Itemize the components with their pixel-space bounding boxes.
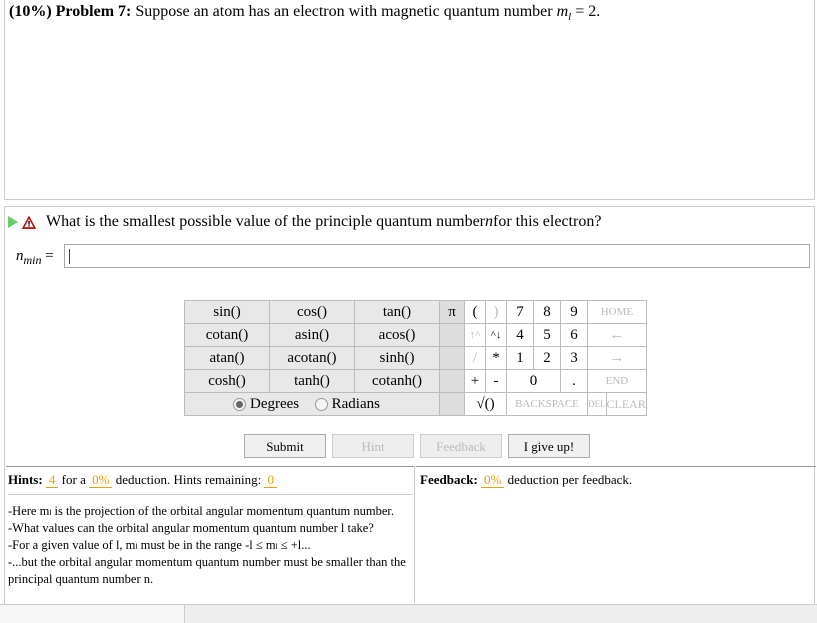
key-blank [440,370,465,393]
question-text-before: What is the smallest possible value of the principle quantum number [46,213,486,230]
key-1[interactable]: 1 [507,347,534,370]
key-clear[interactable]: CLEAR [606,393,646,416]
key-blank [440,347,465,370]
footer-left-block [0,605,185,623]
hint-item: -What values can the orbital angular momentum quantum number l take? [8,521,374,535]
key-4[interactable]: 4 [507,324,534,347]
key-open-paren[interactable]: ( [465,301,486,324]
key-tanh[interactable]: tanh() [270,370,355,393]
question-line [8,213,601,231]
problem-panel [4,0,815,200]
feedback-panel [416,466,816,487]
key-8[interactable]: 8 [534,301,561,324]
hints-remaining: 0 [264,472,277,488]
key-3[interactable]: 3 [561,347,588,370]
key-6[interactable]: 6 [561,324,588,347]
degrees-label: Degrees [250,395,300,412]
feedback-pct: 0% [481,472,504,488]
feedback-label: Feedback: [420,472,478,487]
footer-bar [0,604,817,623]
hint-item: -Here mₗ is the projection of the orbital angular momentum quantum number. [8,504,395,518]
feedback-text: deduction per feedback. [507,472,633,487]
key-star[interactable]: * [486,347,507,370]
hint-divider [8,494,412,495]
feedback-header [420,472,632,488]
give-up-button[interactable]: I give up! [508,434,590,458]
hints-deduction-pct: 0% [89,472,112,488]
key-up-arrow[interactable]: ↑^ [465,324,486,347]
key-blank [440,324,465,347]
hint-item: -...but the orbital angular momentum quantum number must be smaller than the principal quantum number n. [8,555,406,586]
key-cotanh[interactable]: cotanh() [355,370,440,393]
hints-label: Hints: [8,472,43,487]
key-right-arrow[interactable]: → [588,347,647,370]
key-end[interactable]: END [588,370,647,393]
problem-label: Problem 7: [55,3,132,20]
hints-header [8,472,277,488]
key-acos[interactable]: acos() [355,324,440,347]
hints-panel [6,466,415,603]
radians-radio[interactable] [315,398,328,411]
key-cosh[interactable]: cosh() [185,370,270,393]
hint-button[interactable]: Hint [332,434,414,458]
problem-text-after: = 2. [571,3,601,20]
key-7[interactable]: 7 [507,301,534,324]
answer-label-eq: = [41,248,54,264]
question-var-n: n [485,213,494,230]
key-plus[interactable]: + [465,370,486,393]
answer-label-var: n [16,248,24,264]
key-sqrt[interactable]: √() [465,393,507,416]
key-tan[interactable]: tan() [355,301,440,324]
submit-button[interactable]: Submit [244,434,326,458]
key-left-arrow[interactable]: ← [588,324,647,347]
feedback-button[interactable]: Feedback [420,434,502,458]
key-blank [440,393,465,416]
key-atan[interactable]: atan() [185,347,270,370]
answer-input[interactable] [64,244,810,268]
key-del[interactable]: DEL [588,393,607,416]
key-backspace[interactable]: BACKSPACE [507,393,588,416]
key-9[interactable]: 9 [561,301,588,324]
key-cos[interactable]: cos() [270,301,355,324]
key-home[interactable]: HOME [588,301,647,324]
key-slash[interactable]: / [465,347,486,370]
problem-statement [9,3,600,23]
key-sinh[interactable]: sinh() [355,347,440,370]
key-5[interactable]: 5 [534,324,561,347]
key-close-paren[interactable]: ) [486,301,507,324]
hints-for-a: for a [61,472,86,487]
hint-list [8,503,408,588]
play-icon[interactable] [8,216,18,228]
key-2[interactable]: 2 [534,347,561,370]
key-dot[interactable]: . [561,370,588,393]
text-caret [69,249,70,264]
problem-text-before: Suppose an atom has an electron with magnetic quantum number [131,3,557,20]
key-0[interactable]: 0 [507,370,561,393]
answer-label [16,248,54,268]
key-hat[interactable]: ^↓ [486,324,507,347]
hints-deduction-text: deduction. Hints remaining: [115,472,262,487]
key-asin[interactable]: asin() [270,324,355,347]
calculator-keypad [184,300,647,416]
key-sin[interactable]: sin() [185,301,270,324]
problem-var-sub: l [568,11,572,24]
key-minus[interactable]: - [486,370,507,393]
hint-item: -For a given value of l, mₗ must be in the range -l ≤ mₗ ≤ +l... [8,538,311,552]
question-text-after: for this electron? [493,213,602,230]
hints-count: 4 [46,472,59,488]
key-pi[interactable]: π [440,301,465,324]
angle-unit-selector [185,393,440,416]
degrees-radio[interactable] [233,398,246,411]
key-acotan[interactable]: acotan() [270,347,355,370]
warning-icon [22,216,36,229]
key-cotan[interactable]: cotan() [185,324,270,347]
radians-label: Radians [331,395,380,412]
problem-weight: (10%) [9,3,52,20]
problem-var-m: m [556,3,569,20]
answer-label-sub: min [23,253,42,267]
